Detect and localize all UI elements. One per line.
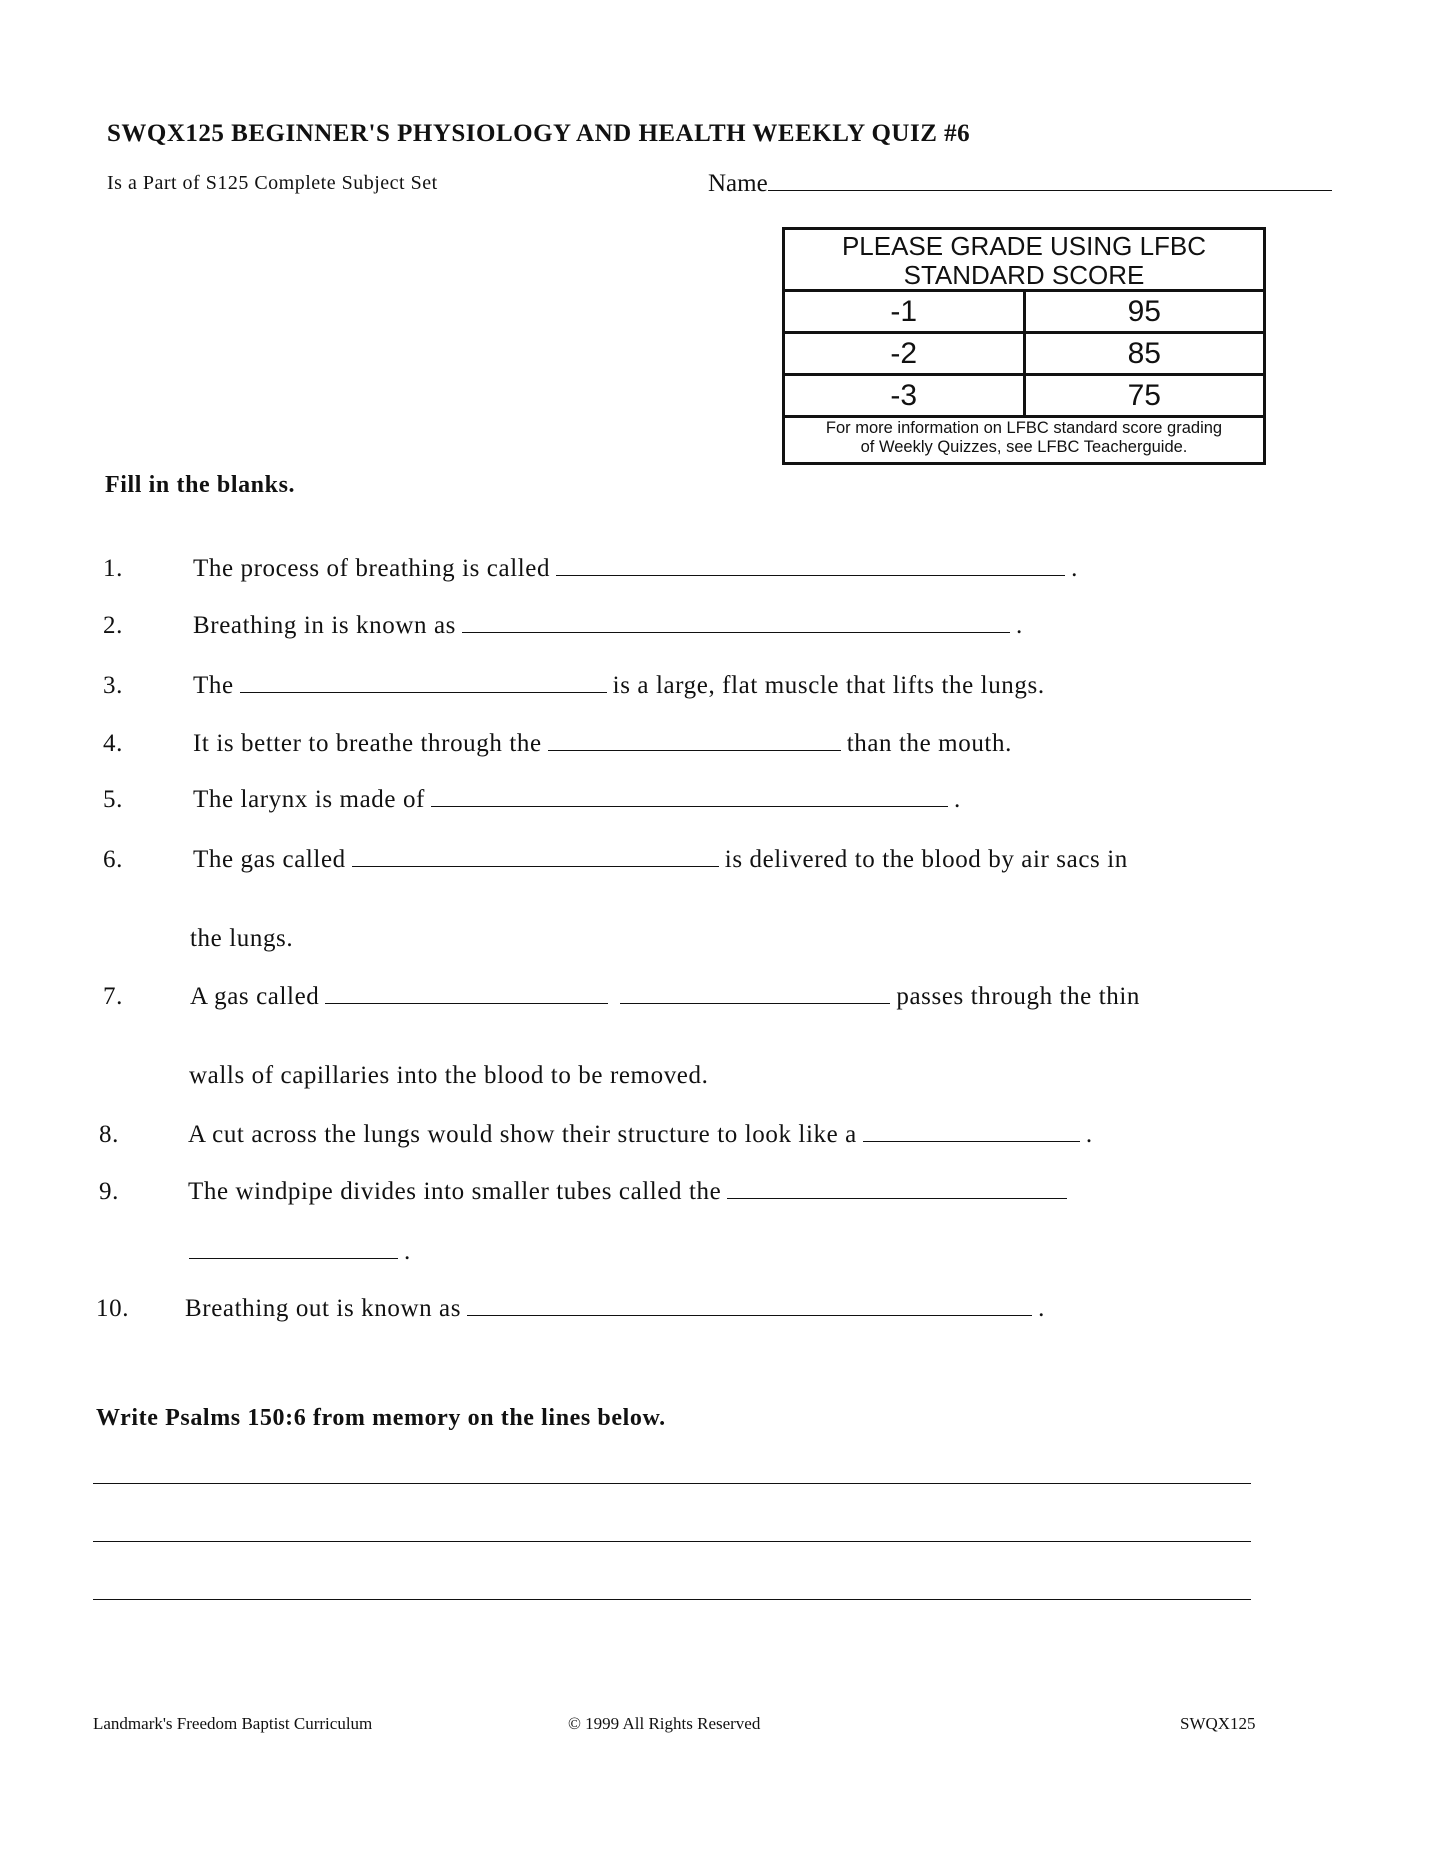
question-number: 4. bbox=[103, 730, 123, 757]
writing-line[interactable] bbox=[93, 1541, 1251, 1542]
question-number: 1. bbox=[103, 555, 123, 582]
question-4 bbox=[193, 730, 1012, 758]
writing-line[interactable] bbox=[93, 1483, 1251, 1484]
question-text: . bbox=[953, 786, 961, 813]
question-text: Breathing in is known as bbox=[193, 612, 456, 639]
answer-blank[interactable] bbox=[325, 983, 608, 1004]
question-9 bbox=[188, 1178, 1073, 1206]
question-10 bbox=[185, 1295, 1045, 1323]
grade-row bbox=[785, 376, 1263, 418]
missed-cell: -1 bbox=[785, 292, 1026, 331]
answer-blank[interactable] bbox=[462, 612, 1010, 633]
question-text: The bbox=[193, 672, 234, 699]
grading-box bbox=[782, 227, 1266, 465]
question-1 bbox=[193, 555, 1078, 583]
question-text: than the mouth. bbox=[846, 730, 1012, 757]
question-6 bbox=[193, 846, 1128, 874]
footer-publisher: Landmark's Freedom Baptist Curriculum bbox=[93, 1714, 373, 1733]
answer-blank[interactable] bbox=[556, 555, 1065, 576]
name-label: Name bbox=[708, 170, 768, 197]
question-number: 2. bbox=[103, 612, 123, 639]
answer-blank[interactable] bbox=[189, 1238, 398, 1259]
question-number: 8. bbox=[99, 1121, 119, 1148]
answer-blank[interactable] bbox=[467, 1295, 1032, 1316]
question-number: 3. bbox=[103, 672, 123, 699]
question-text: . bbox=[1015, 612, 1023, 639]
question-text: is delivered to the blood by air sacs in bbox=[724, 846, 1128, 873]
missed-cell: -2 bbox=[785, 334, 1026, 373]
section-heading-psalms: Write Psalms 150:6 from memory on the lines below. bbox=[96, 1405, 666, 1431]
question-2 bbox=[193, 612, 1023, 640]
question-text: A cut across the lungs would show their structure to look like a bbox=[188, 1121, 857, 1148]
name-field[interactable] bbox=[708, 168, 1332, 198]
footer-code: SWQX125 bbox=[1180, 1714, 1256, 1733]
question-number: 5. bbox=[103, 786, 123, 813]
heading-line: STANDARD SCORE bbox=[903, 260, 1145, 290]
subtitle: Is a Part of S125 Complete Subject Set bbox=[107, 172, 438, 194]
answer-blank[interactable] bbox=[240, 672, 607, 693]
question-number: 6. bbox=[103, 846, 123, 873]
question-number: 9. bbox=[99, 1178, 119, 1205]
section-heading-fill-blanks: Fill in the blanks. bbox=[105, 472, 296, 498]
grading-note bbox=[785, 418, 1263, 457]
question-8 bbox=[188, 1121, 1093, 1149]
question-text: is a large, flat muscle that lifts the lungs. bbox=[612, 672, 1045, 699]
heading-line: PLEASE GRADE USING LFBC bbox=[841, 231, 1207, 261]
question-9-continuation bbox=[183, 1238, 411, 1266]
question-text: . bbox=[404, 1238, 411, 1265]
question-text: It is better to breathe through the bbox=[193, 730, 542, 757]
grading-heading bbox=[785, 230, 1263, 292]
answer-blank[interactable] bbox=[863, 1121, 1080, 1142]
answer-blank[interactable] bbox=[620, 983, 890, 1004]
answer-blank[interactable] bbox=[548, 730, 841, 751]
answer-blank[interactable] bbox=[431, 786, 948, 807]
missed-cell: -3 bbox=[785, 376, 1026, 415]
footer-copyright: © 1999 All Rights Reserved bbox=[568, 1714, 761, 1733]
question-number: 10. bbox=[96, 1295, 130, 1322]
question-text: . bbox=[1038, 1295, 1045, 1322]
score-cell: 95 bbox=[1127, 295, 1161, 328]
question-text: A gas called bbox=[190, 983, 320, 1010]
question-text: . bbox=[1071, 555, 1078, 582]
note-line: For more information on LFBC standard score grading bbox=[825, 419, 1223, 437]
question-6-continuation: the lungs. bbox=[190, 925, 294, 952]
question-7 bbox=[190, 983, 1140, 1011]
question-3 bbox=[193, 672, 1045, 700]
name-line[interactable] bbox=[768, 168, 1332, 191]
question-text: passes through the thin bbox=[896, 983, 1141, 1010]
score-cell: 85 bbox=[1127, 337, 1161, 370]
score-cell: 75 bbox=[1127, 379, 1161, 412]
question-7-continuation: walls of capillaries into the blood to be removed. bbox=[189, 1062, 709, 1089]
question-text: Breathing out is known as bbox=[185, 1295, 462, 1322]
answer-blank[interactable] bbox=[352, 846, 719, 867]
question-text: . bbox=[1085, 1121, 1093, 1148]
question-text: The windpipe divides into smaller tubes called the bbox=[188, 1178, 722, 1205]
question-text: The larynx is made of bbox=[193, 786, 425, 813]
writing-line[interactable] bbox=[93, 1599, 1251, 1600]
question-5 bbox=[193, 786, 961, 814]
grade-row bbox=[785, 292, 1263, 334]
quiz-title: SWQX125 BEGINNER'S PHYSIOLOGY AND HEALTH WEEKLY QUIZ #6 bbox=[107, 120, 971, 147]
question-number: 7. bbox=[103, 983, 123, 1010]
note-line: of Weekly Quizzes, see LFBC Teacherguide. bbox=[860, 438, 1188, 456]
question-text: The gas called bbox=[193, 846, 346, 873]
answer-blank[interactable] bbox=[727, 1178, 1067, 1199]
grade-row bbox=[785, 334, 1263, 376]
question-text: The process of breathing is called bbox=[193, 555, 551, 582]
